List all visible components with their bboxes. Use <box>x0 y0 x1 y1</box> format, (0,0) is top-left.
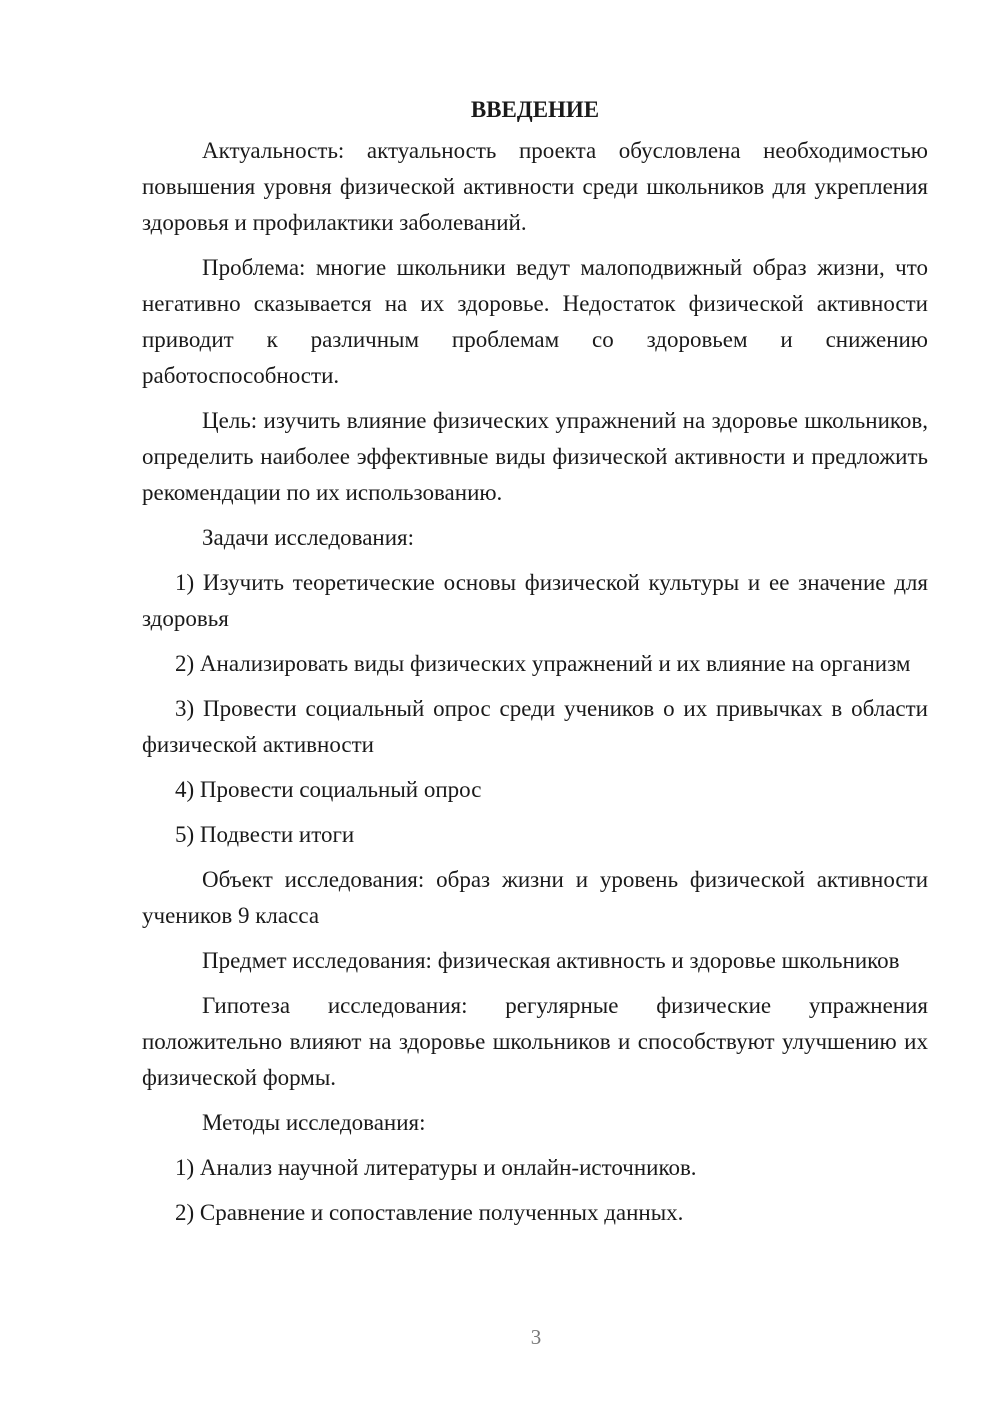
problem-paragraph: Проблема: многие школьники ведут малоподвижный образ жизни, что негативно сказывается на их здоровье. Недостаток физической активности приводит к различным проблемам со здоровьем и снижению работоспособности. <box>142 255 928 388</box>
page-number: 3 <box>530 1325 542 1349</box>
tasks-heading: Задачи исследования: <box>202 525 415 550</box>
page-title: ВВЕДЕНИЕ <box>470 97 600 122</box>
task-item-3: 3) Провести социальный опрос среди учеников о их привычках в области физической активности <box>142 696 928 757</box>
relevance-paragraph: Актуальность: актуальность проекта обусловлена необходимостью повышения уровня физической активности среди школьников для укрепления здоровья и профилактики заболеваний. <box>142 138 928 235</box>
method-item-1: 1) Анализ научной литературы и онлайн-источников. <box>175 1155 697 1180</box>
object-paragraph: Объект исследования: образ жизни и уровень физической активности учеников 9 класса <box>142 867 928 928</box>
subject-paragraph: Предмет исследования: физическая активность и здоровье школьников <box>202 948 900 973</box>
task-item-1: 1) Изучить теоретические основы физической культуры и ее значение для здоровья <box>142 570 928 631</box>
methods-heading: Методы исследования: <box>202 1110 426 1135</box>
document-page <box>142 92 928 1240</box>
goal-paragraph: Цель: изучить влияние физических упражнений на здоровье школьников, определить наиболее эффективные виды физической активности и предложить рекомендации по их использованию. <box>142 408 928 505</box>
hypothesis-paragraph: Гипотеза исследования: регулярные физические упражнения положительно влияют на здоровье школьников и способствуют улучшению их физической формы. <box>142 993 928 1090</box>
task-item-5: 5) Подвести итоги <box>175 822 355 847</box>
method-item-2: 2) Сравнение и сопоставление полученных данных. <box>175 1200 684 1225</box>
task-item-4: 4) Провести социальный опрос <box>175 777 482 802</box>
task-item-2: 2) Анализировать виды физических упражнений и их влияние на организм <box>175 651 911 676</box>
